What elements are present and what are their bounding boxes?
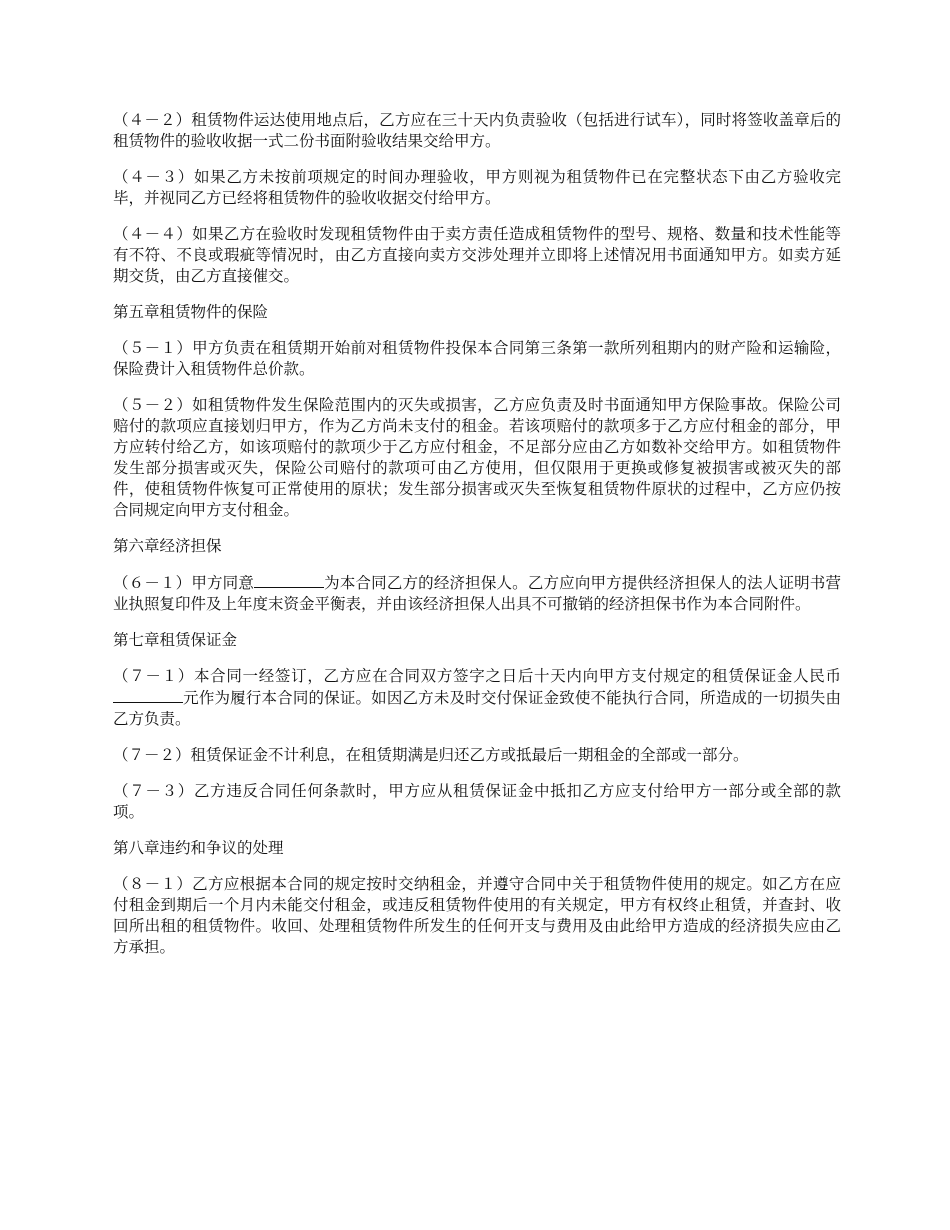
clause-6-1: [113, 572, 841, 615]
clause-4-3: （４－３）如果乙方未按前项规定的时间办理验收，甲方则视为租赁物件已在完整状态下由乙方验收完毕，并视同乙方已经将租赁物件的验收收据交付给甲方。: [113, 168, 841, 207]
contract-page: [113, 110, 841, 973]
clause-8-1: （８－１）乙方应根据本合同的规定按时交纳租金，并遵守合同中关于租赁物件使用的规定。如乙方在应付租金到期后一个月内未能交付租金，或违反租赁物件使用的有关规定，甲方有权终止租赁，并查封、收回所出租的租赁物件。收回、处理租赁物件所发生的任何开支与费用及由此给甲方造成的经济损失应由乙方承担。: [113, 875, 841, 956]
clause-4-2: （４－２）租赁物件运达使用地点后，乙方应在三十天内负责验收（包括进行试车），同时将签收盖章后的租赁物件的验收收据一式二份书面附验收结果交给甲方。: [113, 111, 841, 150]
chapter-6-heading: 第六章经济担保: [113, 537, 222, 555]
clause-5-2: （５－２）如租赁物件发生保险范围内的灭失或损害，乙方应负责及时书面通知甲方保险事故。保险公司赔付的款项应直接划归甲方，作为乙方尚未支付的租金。若该项赔付的款项多于乙方应付租金的部分，甲方应转付给乙方，如该项赔付的款项少于乙方应付租金，不足部分应由乙方如数补交给甲方。如租赁物件发生部分损害或灭失，保险公司赔付的款项可由乙方使用，但仅限用于更换或修复被损害或被灭失的部件，使租赁物件恢复可正常使用的原状；发生部分损害或灭失至恢复租赁物件原状的过程中，乙方应仍按合同规定向甲方支付租金。: [113, 396, 841, 519]
clause-6-1-start: （６－１）甲方同意: [113, 574, 254, 592]
clause-5-1: （５－１）甲方负责在租赁期开始前对租赁物件投保本合同第三条第一款所列租期内的财产险和运输险，保险费计入租赁物件总价款。: [113, 339, 841, 378]
clause-7-1-start: （７－１）本合同一经签订，乙方应在合同双方签字之日后十天内向甲方支付规定的租赁保证金人民币: [113, 667, 841, 685]
guarantor-blank: [254, 572, 324, 588]
clause-6-1-end: 为本合同乙方的经济担保人。乙方应向甲方提供经济担保人的法人证明书营业执照复印件及上年度末资金平衡表，并由该经济担保人出具不可撤销的经济担保书作为本合同附件。: [113, 574, 841, 613]
clause-4-4: （４－４）如果乙方在验收时发现租赁物件由于卖方责任造成租赁物件的型号、规格、数量和技术性能等有不符、不良或瑕疵等情况时，由乙方直接向卖方交涉处理并立即将上述情况用书面通知甲方。如卖方延期交货，由乙方直接催交。: [113, 225, 841, 285]
clause-7-3: （７－３）乙方违反合同任何条款时，甲方应从租赁保证金中抵扣乙方应支付给甲方一部分或全部的款项。: [113, 782, 841, 821]
chapter-7-heading: 第七章租赁保证金: [113, 631, 238, 649]
clause-7-2: （７－２）租赁保证金不计利息，在租赁期满是归还乙方或抵最后一期租金的全部或一部分。: [113, 746, 749, 764]
deposit-amount-blank: [113, 687, 183, 703]
clause-7-1: [113, 666, 841, 730]
clause-7-1-end: 元作为履行本合同的保证。如因乙方未及时交付保证金致使不能执行合同，所造成的一切损失由乙方负责。: [113, 689, 841, 728]
chapter-8-heading: 第八章违约和争议的处理: [113, 839, 284, 857]
chapter-5-heading: 第五章租赁物件的保险: [113, 303, 269, 321]
